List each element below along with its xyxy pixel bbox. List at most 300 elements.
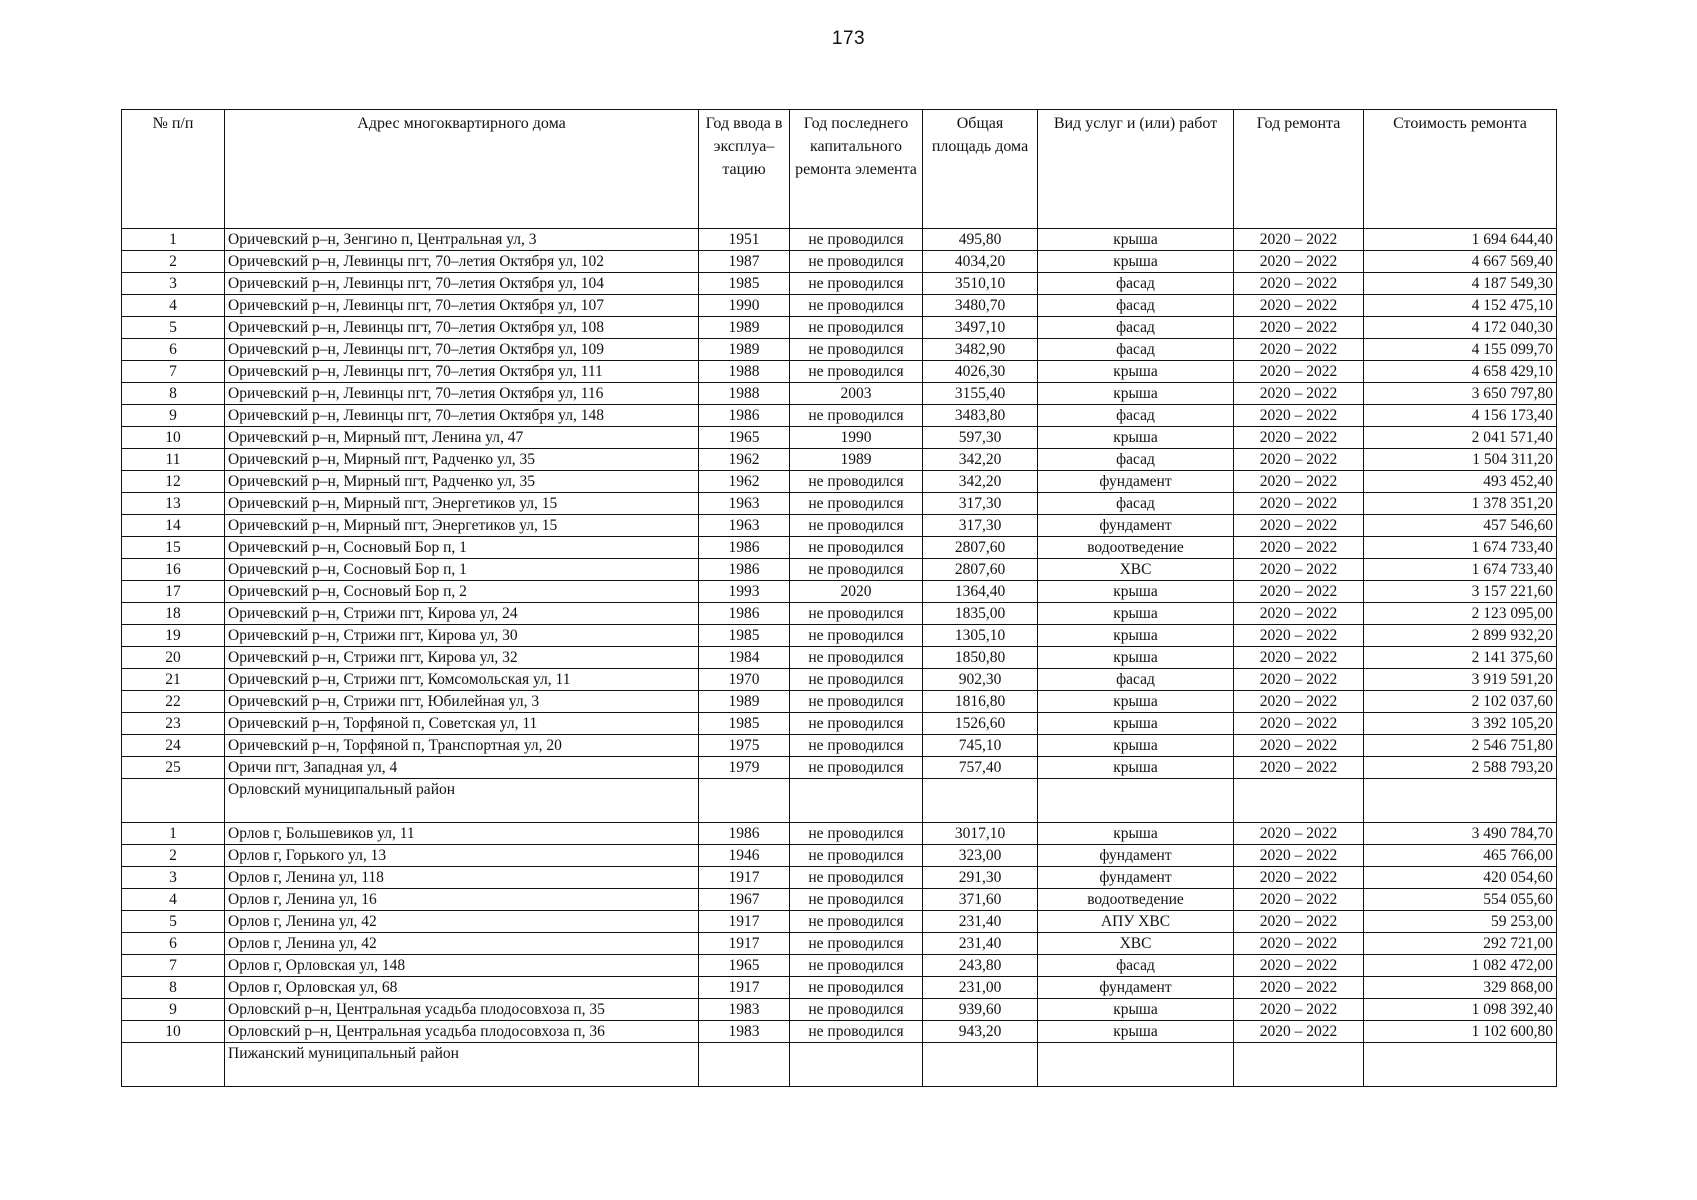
table-row	[122, 757, 1557, 779]
cell-address: Оричевский р–н, Левинцы пгт, 70–летия Октября ул, 102	[225, 251, 699, 273]
cell-year-built: 1951	[699, 229, 790, 251]
cell-num: 13	[122, 493, 225, 515]
table-row	[122, 537, 1557, 559]
cell-work-type: крыша	[1038, 581, 1234, 603]
cell-year-built: 1990	[699, 295, 790, 317]
cell-last-repair: не проводился	[790, 361, 923, 383]
cell-cost: 2 899 932,20	[1364, 625, 1557, 647]
cell-cost: 1 378 351,20	[1364, 493, 1557, 515]
cell-repair-period: 2020 – 2022	[1234, 405, 1364, 427]
cell-address: Орлов г, Орловская ул, 148	[225, 955, 699, 977]
cell-work-type: крыша	[1038, 999, 1234, 1021]
cell-area: 323,00	[923, 845, 1038, 867]
cell-cost: 4 187 549,30	[1364, 273, 1557, 295]
cell-area: 495,80	[923, 229, 1038, 251]
cell-address: Орлов г, Ленина ул, 42	[225, 911, 699, 933]
cell-work-type: фасад	[1038, 339, 1234, 361]
empty-cell	[923, 1043, 1038, 1087]
empty-cell	[1364, 779, 1557, 823]
cell-year-built: 1965	[699, 955, 790, 977]
cell-year-built: 1985	[699, 713, 790, 735]
cell-cost: 3 490 784,70	[1364, 823, 1557, 845]
cell-cost: 2 123 095,00	[1364, 603, 1557, 625]
page-number: 173	[831, 28, 866, 49]
cell-cost: 4 152 475,10	[1364, 295, 1557, 317]
table-row	[122, 295, 1557, 317]
cell-last-repair: не проводился	[790, 823, 923, 845]
cell-work-type: фасад	[1038, 273, 1234, 295]
cell-num: 5	[122, 911, 225, 933]
cell-cost: 1 674 733,40	[1364, 559, 1557, 581]
cell-work-type: фасад	[1038, 295, 1234, 317]
cell-address: Оричевский р–н, Мирный пгт, Радченко ул, 35	[225, 471, 699, 493]
cell-repair-period: 2020 – 2022	[1234, 713, 1364, 735]
cell-last-repair: не проводился	[790, 845, 923, 867]
cell-repair-period: 2020 – 2022	[1234, 317, 1364, 339]
cell-cost: 3 919 591,20	[1364, 669, 1557, 691]
cell-repair-period: 2020 – 2022	[1234, 383, 1364, 405]
cell-cost: 3 157 221,60	[1364, 581, 1557, 603]
table-row	[122, 273, 1557, 295]
header-year-built: Год ввода в эксплуа–тацию	[699, 110, 790, 229]
cell-repair-period: 2020 – 2022	[1234, 669, 1364, 691]
cell-num: 3	[122, 273, 225, 295]
cell-work-type: крыша	[1038, 427, 1234, 449]
cell-repair-period: 2020 – 2022	[1234, 229, 1364, 251]
cell-area: 745,10	[923, 735, 1038, 757]
table-row	[122, 493, 1557, 515]
empty-cell	[122, 779, 225, 823]
table-row	[122, 713, 1557, 735]
table-row	[122, 867, 1557, 889]
table-row	[122, 735, 1557, 757]
table-row	[122, 405, 1557, 427]
cell-address: Орлов г, Орловская ул, 68	[225, 977, 699, 999]
table-row	[122, 691, 1557, 713]
cell-area: 291,30	[923, 867, 1038, 889]
header-last-repair: Год последнего капитального ремонта элемента	[790, 110, 923, 229]
cell-repair-period: 2020 – 2022	[1234, 977, 1364, 999]
cell-repair-period: 2020 – 2022	[1234, 955, 1364, 977]
table-row	[122, 383, 1557, 405]
header-address: Адрес многоквартирного дома	[225, 110, 699, 229]
cell-work-type: фасад	[1038, 955, 1234, 977]
cell-num: 15	[122, 537, 225, 559]
table-row	[122, 823, 1557, 845]
cell-last-repair: не проводился	[790, 867, 923, 889]
cell-last-repair: не проводился	[790, 229, 923, 251]
cell-last-repair: не проводился	[790, 647, 923, 669]
empty-cell	[1038, 779, 1234, 823]
cell-address: Оричевский р–н, Стрижи пгт, Юбилейная ул, 3	[225, 691, 699, 713]
cell-address: Оричевский р–н, Сосновый Бор п, 1	[225, 537, 699, 559]
cell-last-repair: не проводился	[790, 669, 923, 691]
cell-year-built: 1986	[699, 559, 790, 581]
cell-last-repair: не проводился	[790, 955, 923, 977]
cell-last-repair: не проводился	[790, 295, 923, 317]
cell-repair-period: 2020 – 2022	[1234, 889, 1364, 911]
cell-num: 22	[122, 691, 225, 713]
cell-cost: 457 546,60	[1364, 515, 1557, 537]
cell-repair-period: 2020 – 2022	[1234, 559, 1364, 581]
cell-year-built: 1987	[699, 251, 790, 273]
cell-area: 317,30	[923, 515, 1038, 537]
cell-repair-period: 2020 – 2022	[1234, 867, 1364, 889]
cell-year-built: 1970	[699, 669, 790, 691]
table-row	[122, 845, 1557, 867]
cell-address: Орлов г, Горького ул, 13	[225, 845, 699, 867]
section-title: Пижанский муниципальный район	[225, 1043, 699, 1087]
empty-cell	[1364, 1043, 1557, 1087]
empty-cell	[923, 779, 1038, 823]
cell-repair-period: 2020 – 2022	[1234, 625, 1364, 647]
cell-num: 2	[122, 251, 225, 273]
cell-work-type: фасад	[1038, 405, 1234, 427]
cell-last-repair: не проводился	[790, 1021, 923, 1043]
cell-year-built: 1917	[699, 933, 790, 955]
cell-work-type: ХВС	[1038, 933, 1234, 955]
cell-num: 4	[122, 889, 225, 911]
cell-address: Оричи пгт, Западная ул, 4	[225, 757, 699, 779]
cell-work-type: крыша	[1038, 823, 1234, 845]
header-area: Общая площадь дома	[923, 110, 1038, 229]
cell-repair-period: 2020 – 2022	[1234, 735, 1364, 757]
cell-area: 2807,60	[923, 537, 1038, 559]
cell-cost: 4 155 099,70	[1364, 339, 1557, 361]
cell-address: Оричевский р–н, Левинцы пгт, 70–летия Октября ул, 111	[225, 361, 699, 383]
cell-num: 18	[122, 603, 225, 625]
cell-num: 1	[122, 229, 225, 251]
cell-num: 17	[122, 581, 225, 603]
cell-num: 14	[122, 515, 225, 537]
table-row	[122, 911, 1557, 933]
table-row	[122, 625, 1557, 647]
cell-area: 757,40	[923, 757, 1038, 779]
table-row	[122, 427, 1557, 449]
header-row	[122, 110, 1557, 229]
cell-work-type: крыша	[1038, 647, 1234, 669]
cell-repair-period: 2020 – 2022	[1234, 581, 1364, 603]
cell-repair-period: 2020 – 2022	[1234, 251, 1364, 273]
repair-registry-table	[121, 109, 1557, 1087]
cell-last-repair: не проводился	[790, 515, 923, 537]
table-row	[122, 889, 1557, 911]
cell-cost: 1 102 600,80	[1364, 1021, 1557, 1043]
cell-address: Оричевский р–н, Левинцы пгт, 70–летия Октября ул, 107	[225, 295, 699, 317]
cell-last-repair: не проводился	[790, 889, 923, 911]
cell-year-built: 1989	[699, 691, 790, 713]
cell-cost: 292 721,00	[1364, 933, 1557, 955]
cell-num: 1	[122, 823, 225, 845]
cell-cost: 1 674 733,40	[1364, 537, 1557, 559]
cell-last-repair: не проводился	[790, 251, 923, 273]
table-row	[122, 251, 1557, 273]
cell-address: Оричевский р–н, Стрижи пгт, Комсомольская ул, 11	[225, 669, 699, 691]
cell-last-repair: не проводился	[790, 713, 923, 735]
cell-num: 8	[122, 977, 225, 999]
cell-num: 21	[122, 669, 225, 691]
cell-repair-period: 2020 – 2022	[1234, 647, 1364, 669]
cell-address: Оричевский р–н, Мирный пгт, Энергетиков ул, 15	[225, 515, 699, 537]
cell-num: 7	[122, 955, 225, 977]
cell-year-built: 1985	[699, 625, 790, 647]
cell-work-type: фундамент	[1038, 515, 1234, 537]
cell-repair-period: 2020 – 2022	[1234, 515, 1364, 537]
cell-cost: 4 667 569,40	[1364, 251, 1557, 273]
cell-last-repair: не проводился	[790, 911, 923, 933]
empty-cell	[699, 1043, 790, 1087]
table-row	[122, 647, 1557, 669]
cell-address: Оричевский р–н, Левинцы пгт, 70–летия Октября ул, 116	[225, 383, 699, 405]
section-row	[122, 779, 1557, 823]
cell-area: 231,40	[923, 911, 1038, 933]
cell-year-built: 1989	[699, 339, 790, 361]
cell-num: 10	[122, 427, 225, 449]
header-repair-period: Год ремонта	[1234, 110, 1364, 229]
cell-repair-period: 2020 – 2022	[1234, 295, 1364, 317]
cell-address: Оричевский р–н, Стрижи пгт, Кирова ул, 24	[225, 603, 699, 625]
cell-year-built: 1917	[699, 977, 790, 999]
cell-last-repair: не проводился	[790, 317, 923, 339]
cell-last-repair: не проводился	[790, 757, 923, 779]
cell-num: 11	[122, 449, 225, 471]
cell-address: Орлов г, Большевиков ул, 11	[225, 823, 699, 845]
cell-cost: 1 098 392,40	[1364, 999, 1557, 1021]
cell-cost: 554 055,60	[1364, 889, 1557, 911]
cell-num: 16	[122, 559, 225, 581]
cell-year-built: 1963	[699, 493, 790, 515]
cell-year-built: 1965	[699, 427, 790, 449]
cell-address: Оричевский р–н, Зенгино п, Центральная ул, 3	[225, 229, 699, 251]
cell-work-type: крыша	[1038, 691, 1234, 713]
cell-num: 5	[122, 317, 225, 339]
cell-work-type: водоотведение	[1038, 537, 1234, 559]
cell-repair-period: 2020 – 2022	[1234, 911, 1364, 933]
cell-cost: 4 156 173,40	[1364, 405, 1557, 427]
section-title: Орловский муниципальный район	[225, 779, 699, 823]
cell-area: 939,60	[923, 999, 1038, 1021]
cell-area: 342,20	[923, 449, 1038, 471]
cell-area: 3510,10	[923, 273, 1038, 295]
cell-work-type: крыша	[1038, 383, 1234, 405]
cell-num: 10	[122, 1021, 225, 1043]
cell-year-built: 1962	[699, 471, 790, 493]
cell-work-type: фасад	[1038, 493, 1234, 515]
cell-last-repair: не проводился	[790, 933, 923, 955]
cell-repair-period: 2020 – 2022	[1234, 449, 1364, 471]
cell-year-built: 1986	[699, 405, 790, 427]
cell-area: 317,30	[923, 493, 1038, 515]
cell-repair-period: 2020 – 2022	[1234, 691, 1364, 713]
cell-num: 9	[122, 999, 225, 1021]
cell-year-built: 1986	[699, 823, 790, 845]
cell-area: 1526,60	[923, 713, 1038, 735]
header-work-type: Вид услуг и (или) работ	[1038, 110, 1234, 229]
cell-last-repair: не проводился	[790, 471, 923, 493]
table-row	[122, 669, 1557, 691]
cell-num: 3	[122, 867, 225, 889]
cell-work-type: крыша	[1038, 713, 1234, 735]
cell-address: Оричевский р–н, Мирный пгт, Энергетиков ул, 15	[225, 493, 699, 515]
cell-address: Орлов г, Ленина ул, 118	[225, 867, 699, 889]
cell-work-type: крыша	[1038, 1021, 1234, 1043]
cell-area: 243,80	[923, 955, 1038, 977]
cell-area: 2807,60	[923, 559, 1038, 581]
cell-address: Оричевский р–н, Мирный пгт, Радченко ул, 35	[225, 449, 699, 471]
cell-work-type: ХВС	[1038, 559, 1234, 581]
cell-year-built: 1962	[699, 449, 790, 471]
cell-last-repair: не проводился	[790, 493, 923, 515]
cell-last-repair: 2003	[790, 383, 923, 405]
cell-repair-period: 2020 – 2022	[1234, 273, 1364, 295]
cell-year-built: 1986	[699, 537, 790, 559]
cell-cost: 493 452,40	[1364, 471, 1557, 493]
cell-area: 342,20	[923, 471, 1038, 493]
empty-cell	[1234, 779, 1364, 823]
cell-num: 2	[122, 845, 225, 867]
cell-num: 8	[122, 383, 225, 405]
cell-last-repair: не проводился	[790, 603, 923, 625]
cell-cost: 2 546 751,80	[1364, 735, 1557, 757]
cell-cost: 3 650 797,80	[1364, 383, 1557, 405]
cell-work-type: крыша	[1038, 603, 1234, 625]
cell-area: 3155,40	[923, 383, 1038, 405]
cell-num: 6	[122, 933, 225, 955]
cell-cost: 59 253,00	[1364, 911, 1557, 933]
cell-area: 902,30	[923, 669, 1038, 691]
cell-repair-period: 2020 – 2022	[1234, 999, 1364, 1021]
cell-year-built: 1983	[699, 999, 790, 1021]
table-row	[122, 999, 1557, 1021]
cell-work-type: фасад	[1038, 669, 1234, 691]
empty-cell	[790, 1043, 923, 1087]
cell-num: 19	[122, 625, 225, 647]
cell-repair-period: 2020 – 2022	[1234, 603, 1364, 625]
cell-year-built: 1967	[699, 889, 790, 911]
cell-year-built: 1917	[699, 911, 790, 933]
cell-year-built: 1979	[699, 757, 790, 779]
cell-work-type: крыша	[1038, 757, 1234, 779]
cell-address: Оричевский р–н, Левинцы пгт, 70–летия Октября ул, 108	[225, 317, 699, 339]
table-row	[122, 933, 1557, 955]
empty-cell	[1234, 1043, 1364, 1087]
table-row	[122, 339, 1557, 361]
cell-last-repair: не проводился	[790, 977, 923, 999]
cell-repair-period: 2020 – 2022	[1234, 845, 1364, 867]
header-cost: Стоимость ремонта	[1364, 110, 1557, 229]
cell-area: 3483,80	[923, 405, 1038, 427]
cell-address: Оричевский р–н, Сосновый Бор п, 1	[225, 559, 699, 581]
cell-work-type: фундамент	[1038, 845, 1234, 867]
cell-cost: 1 504 311,20	[1364, 449, 1557, 471]
cell-last-repair: 1989	[790, 449, 923, 471]
cell-address: Оричевский р–н, Торфяной п, Транспортная ул, 20	[225, 735, 699, 757]
cell-work-type: АПУ ХВС	[1038, 911, 1234, 933]
cell-num: 6	[122, 339, 225, 361]
cell-num: 9	[122, 405, 225, 427]
table-row	[122, 361, 1557, 383]
cell-area: 231,00	[923, 977, 1038, 999]
header-num: № п/п	[122, 110, 225, 229]
cell-address: Орловский р–н, Центральная усадьба плодосовхоза п, 35	[225, 999, 699, 1021]
cell-year-built: 1985	[699, 273, 790, 295]
cell-repair-period: 2020 – 2022	[1234, 471, 1364, 493]
cell-year-built: 1986	[699, 603, 790, 625]
cell-last-repair: 2020	[790, 581, 923, 603]
cell-area: 4034,20	[923, 251, 1038, 273]
cell-year-built: 1989	[699, 317, 790, 339]
cell-num: 7	[122, 361, 225, 383]
table-row	[122, 471, 1557, 493]
cell-cost: 2 102 037,60	[1364, 691, 1557, 713]
cell-last-repair: не проводился	[790, 537, 923, 559]
cell-num: 4	[122, 295, 225, 317]
cell-area: 371,60	[923, 889, 1038, 911]
cell-work-type: фасад	[1038, 317, 1234, 339]
cell-work-type: крыша	[1038, 361, 1234, 383]
cell-repair-period: 2020 – 2022	[1234, 1021, 1364, 1043]
cell-repair-period: 2020 – 2022	[1234, 493, 1364, 515]
cell-address: Оричевский р–н, Стрижи пгт, Кирова ул, 32	[225, 647, 699, 669]
cell-year-built: 1988	[699, 361, 790, 383]
cell-last-repair: не проводился	[790, 559, 923, 581]
cell-address: Оричевский р–н, Сосновый Бор п, 2	[225, 581, 699, 603]
empty-cell	[122, 1043, 225, 1087]
cell-cost: 1 082 472,00	[1364, 955, 1557, 977]
cell-area: 3497,10	[923, 317, 1038, 339]
cell-cost: 4 172 040,30	[1364, 317, 1557, 339]
cell-address: Орлов г, Ленина ул, 16	[225, 889, 699, 911]
cell-year-built: 1988	[699, 383, 790, 405]
cell-cost: 2 041 571,40	[1364, 427, 1557, 449]
cell-cost: 3 392 105,20	[1364, 713, 1557, 735]
cell-year-built: 1975	[699, 735, 790, 757]
cell-address: Оричевский р–н, Торфяной п, Советская ул, 11	[225, 713, 699, 735]
cell-repair-period: 2020 – 2022	[1234, 339, 1364, 361]
cell-cost: 2 588 793,20	[1364, 757, 1557, 779]
cell-year-built: 1983	[699, 1021, 790, 1043]
cell-year-built: 1984	[699, 647, 790, 669]
cell-num: 12	[122, 471, 225, 493]
empty-cell	[1038, 1043, 1234, 1087]
cell-last-repair: не проводился	[790, 273, 923, 295]
cell-repair-period: 2020 – 2022	[1234, 823, 1364, 845]
cell-cost: 2 141 375,60	[1364, 647, 1557, 669]
cell-cost: 1 694 644,40	[1364, 229, 1557, 251]
cell-area: 4026,30	[923, 361, 1038, 383]
table-row	[122, 603, 1557, 625]
cell-work-type: фундамент	[1038, 867, 1234, 889]
cell-area: 3480,70	[923, 295, 1038, 317]
cell-address: Орлов г, Ленина ул, 42	[225, 933, 699, 955]
cell-repair-period: 2020 – 2022	[1234, 537, 1364, 559]
cell-address: Оричевский р–н, Левинцы пгт, 70–летия Октября ул, 109	[225, 339, 699, 361]
cell-cost: 4 658 429,10	[1364, 361, 1557, 383]
cell-area: 231,40	[923, 933, 1038, 955]
cell-work-type: фундамент	[1038, 977, 1234, 999]
cell-area: 3017,10	[923, 823, 1038, 845]
cell-repair-period: 2020 – 2022	[1234, 757, 1364, 779]
cell-repair-period: 2020 – 2022	[1234, 427, 1364, 449]
cell-address: Оричевский р–н, Стрижи пгт, Кирова ул, 30	[225, 625, 699, 647]
cell-cost: 420 054,60	[1364, 867, 1557, 889]
table-row	[122, 977, 1557, 999]
cell-year-built: 1946	[699, 845, 790, 867]
cell-year-built: 1993	[699, 581, 790, 603]
cell-year-built: 1963	[699, 515, 790, 537]
cell-address: Оричевский р–н, Левинцы пгт, 70–летия Октября ул, 104	[225, 273, 699, 295]
table-row	[122, 581, 1557, 603]
